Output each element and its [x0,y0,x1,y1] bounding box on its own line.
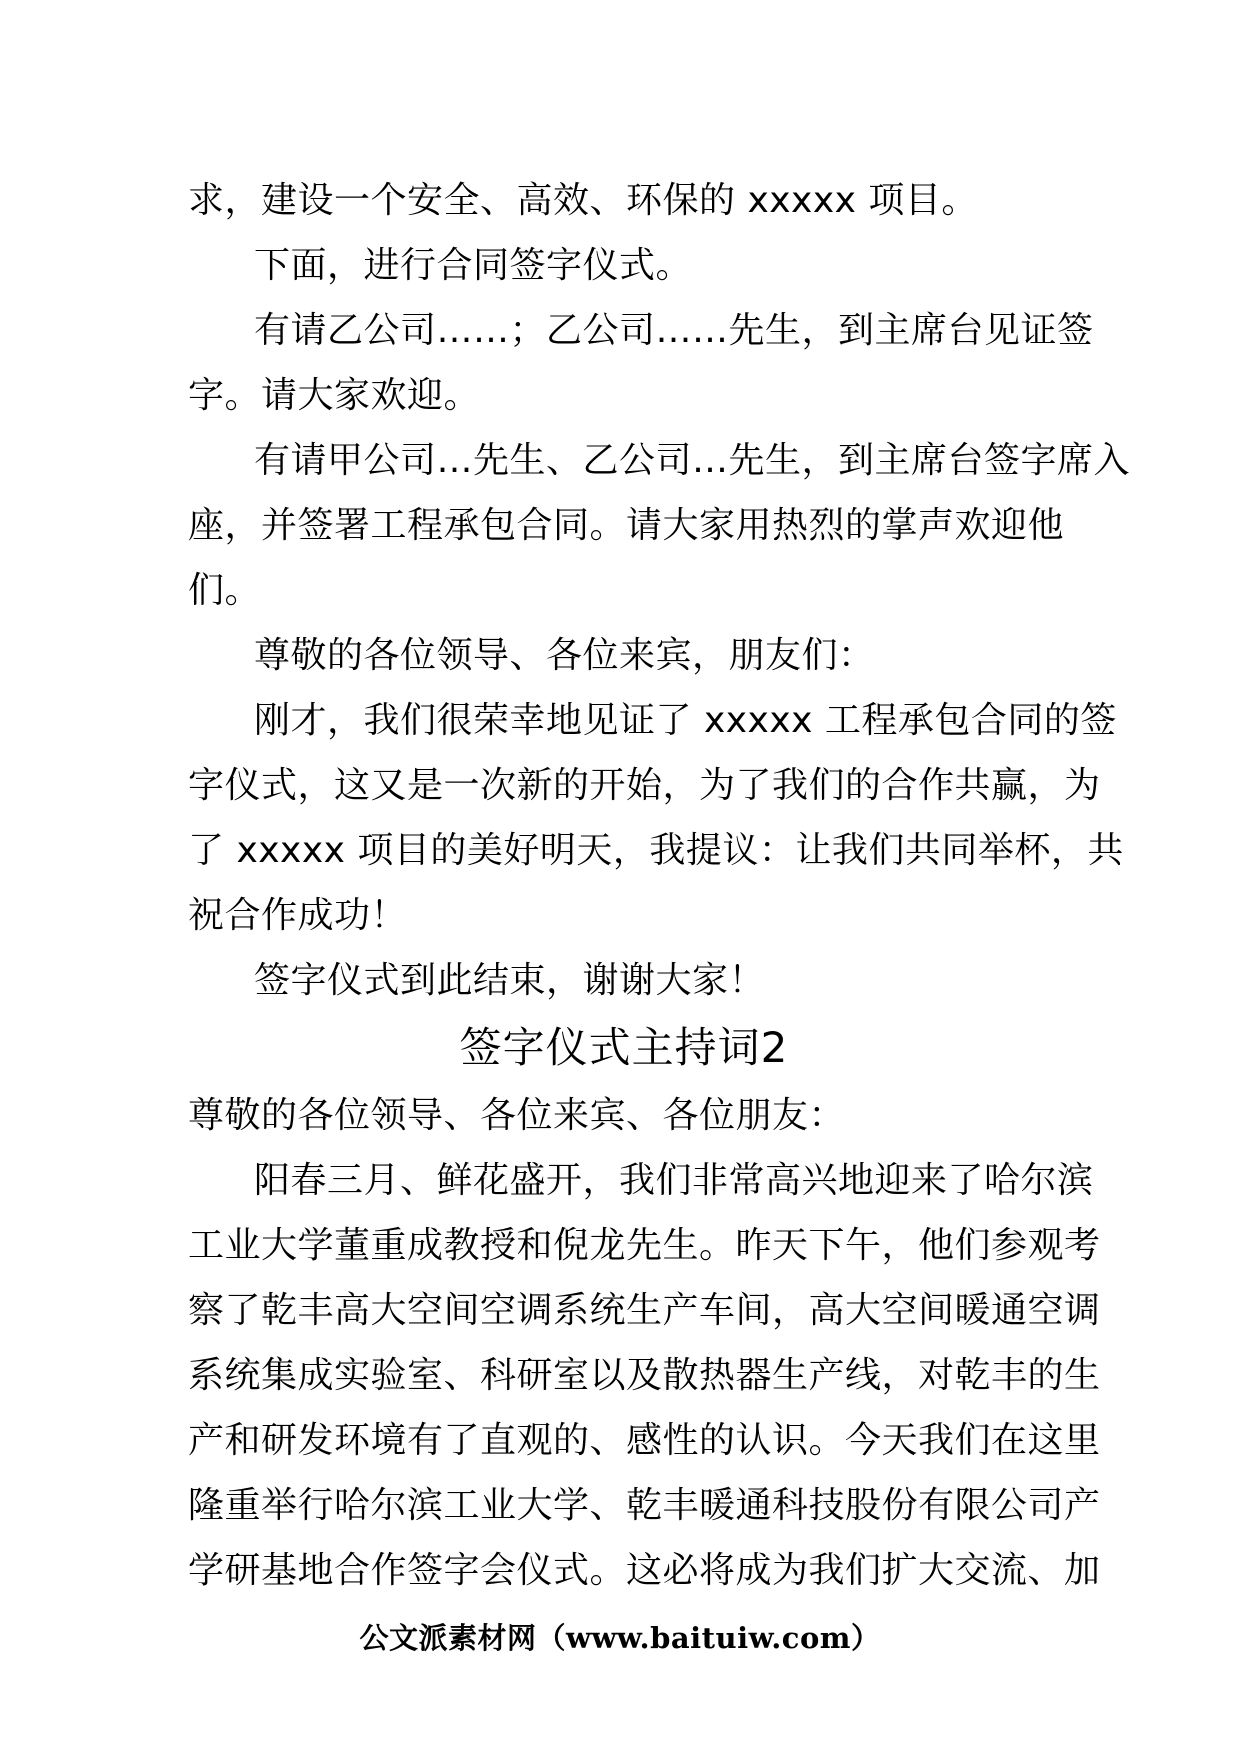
footer-watermark: 公文派素材网（www.baituiw.com） [359,1621,881,1655]
paragraph-line: 阳春三月、鲜花盛开，我们非常高兴地迎来了哈尔滨 [254,1160,1094,1201]
paragraph-line: 有请甲公司…先生、乙公司…先生，到主席台签字席入 [254,440,1131,481]
paragraph-line: 有请乙公司……；乙公司……先生，到主席台见证签 [254,310,1094,351]
paragraph-line: 下面，进行合同签字仪式。 [254,245,693,286]
paragraph-line: 察了乾丰高大空间空调系统生产车间，高大空间暖通空调 [188,1290,1101,1331]
paragraph-line: 座，并签署工程承包合同。请大家用热烈的掌声欢迎他 [188,505,1065,546]
paragraph-line: 系统集成实验室、科研室以及散热器生产线，对乾丰的生 [188,1355,1101,1396]
paragraph-line: 字。请大家欢迎。 [188,375,481,416]
paragraph-line: 了 xxxxx 项目的美好明天，我提议：让我们共同举杯，共 [188,830,1124,871]
paragraph-line: 隆重举行哈尔滨工业大学、乾丰暖通科技股份有限公司产 [188,1485,1101,1526]
paragraph-line: 求，建设一个安全、高效、环保的 xxxxx 项目。 [188,180,978,221]
paragraph-line: 产和研发环境有了直观的、感性的认识。今天我们在这里 [188,1420,1101,1461]
paragraph-line: 字仪式，这又是一次新的开始，为了我们的合作共赢，为 [188,765,1101,806]
paragraph-line: 祝合作成功！ [188,895,408,936]
paragraph-line: 签字仪式到此结束，谢谢大家！ [254,960,766,1001]
salutation-line: 尊敬的各位领导、各位来宾、各位朋友： [188,1095,846,1136]
paragraph-line: 刚才，我们很荣幸地见证了 xxxxx 工程承包合同的签 [254,700,1117,741]
paragraph-line: 们。 [188,570,262,611]
section-title: 签字仪式主持词2 [459,1023,789,1072]
document-body [188,168,1131,1603]
paragraph-line: 尊敬的各位领导、各位来宾，朋友们： [254,635,875,676]
paragraph-line: 学研基地合作签字会仪式。这必将成为我们扩大交流、加 [188,1550,1101,1591]
paragraph-line: 工业大学董重成教授和倪龙先生。昨天下午，他们参观考 [188,1225,1101,1266]
